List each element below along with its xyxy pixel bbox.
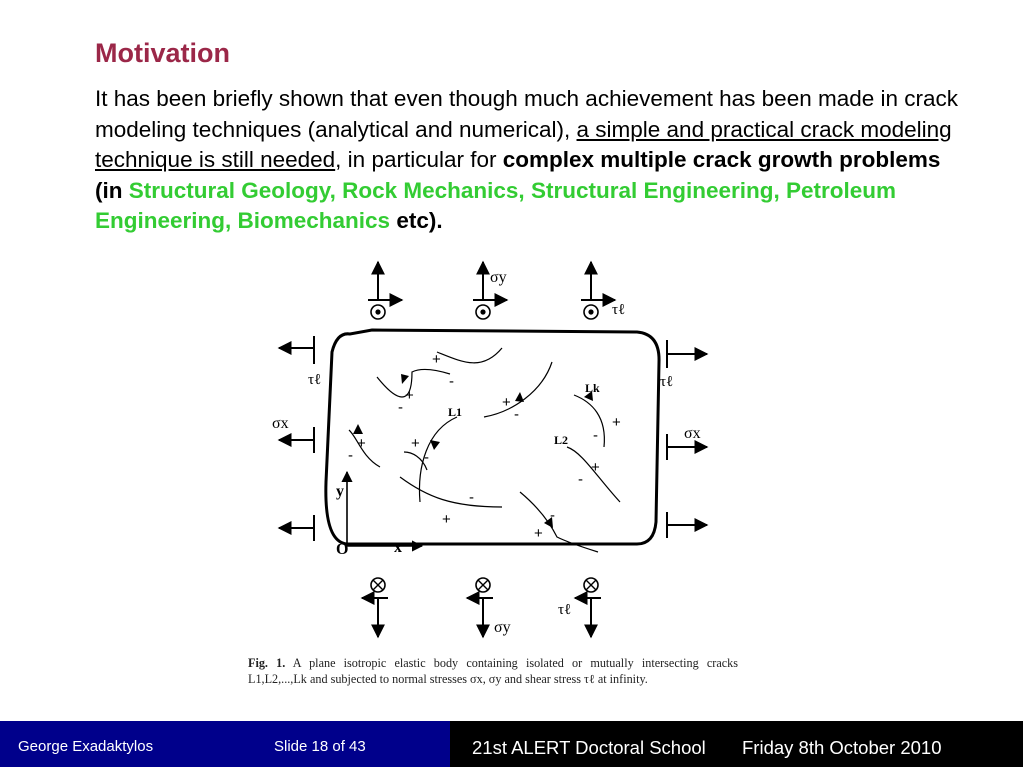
sigma-y-top-label: σy <box>490 269 507 286</box>
figure-caption-label: Fig. 1. <box>248 656 286 670</box>
motivation-paragraph <box>95 84 965 237</box>
footer-date: Friday 8th October 2010 <box>742 737 942 758</box>
sign-minus: - <box>550 507 555 524</box>
crack-Lk-label: Lk <box>585 381 600 395</box>
sign-plus: + <box>502 394 511 411</box>
paragraph-text-2: , in particular for <box>335 147 503 172</box>
sign-plus: + <box>411 435 420 452</box>
sign-minus: - <box>514 406 519 423</box>
crack-2 <box>437 348 502 363</box>
footer-right-panel <box>450 721 1023 767</box>
sigma-x-right-label: σx <box>684 425 701 442</box>
tau-top-label: τℓ <box>612 302 626 318</box>
paragraph-underlined: a simple and practical crack modeling technique is still needed <box>95 116 952 172</box>
sign-plus: + <box>534 525 543 542</box>
crack-diagram <box>262 252 722 652</box>
footer-author: George Exadaktylos <box>18 738 154 755</box>
sign-minus: - <box>593 427 598 444</box>
tau-bottom-label: τℓ <box>558 602 572 618</box>
sigma-y-bottom-label: σy <box>494 619 511 636</box>
footer-event: 21st ALERT Doctoral School <box>472 737 706 758</box>
sign-plus: + <box>357 435 366 452</box>
sign-minus: - <box>348 447 353 464</box>
origin-label: O <box>336 541 349 558</box>
figure-caption-text: A plane isotropic elastic body containing isolated or mutually intersecting cracks L1,L2,...,Lk and subjected to normal stresses σx, σy and shear stress τℓ at infinity. <box>248 656 738 686</box>
crack-L1-label: L1 <box>448 405 463 419</box>
paragraph-bold-2: etc). <box>390 208 443 233</box>
sign-plus: + <box>432 351 441 368</box>
sign-plus: + <box>612 414 621 431</box>
sign-plus: + <box>591 459 600 476</box>
sign-minus: - <box>398 399 403 416</box>
sign-minus: - <box>424 449 429 466</box>
axis-y-label: y <box>336 483 344 500</box>
slide-title: Motivation <box>95 38 230 68</box>
slide-footer <box>0 721 1023 767</box>
sign-minus: - <box>469 489 474 506</box>
sign-plus: + <box>442 511 451 528</box>
axis-x-label: x <box>394 539 402 556</box>
paragraph-green-fields: Structural Geology, Rock Mechanics, Structural Engineering, Petroleum Engineering, Biomechanics <box>95 177 897 233</box>
tau-right-label: τℓ <box>660 374 674 390</box>
crack-6 <box>400 477 502 507</box>
figure-caption <box>248 656 738 687</box>
footer-left-panel <box>0 721 450 767</box>
paragraph-bold-1: complex multiple crack growth problems (in <box>95 147 941 203</box>
sigma-x-left-label: σx <box>272 415 289 432</box>
footer-slide-number: Slide 18 of 43 <box>274 738 366 755</box>
elastic-body-outline <box>326 330 659 544</box>
sign-minus: - <box>449 373 454 390</box>
tau-left-label: τℓ <box>308 372 322 388</box>
sign-minus: - <box>578 471 583 488</box>
crack-Lk <box>574 395 604 447</box>
sign-plus: + <box>405 387 414 404</box>
paragraph-text-1: It has been briefly shown that even though much achievement has been made in crack modeling techniques (analytical and numerical), <box>95 86 959 142</box>
crack-figure <box>262 252 722 652</box>
crack-L2-label: L2 <box>554 433 569 447</box>
